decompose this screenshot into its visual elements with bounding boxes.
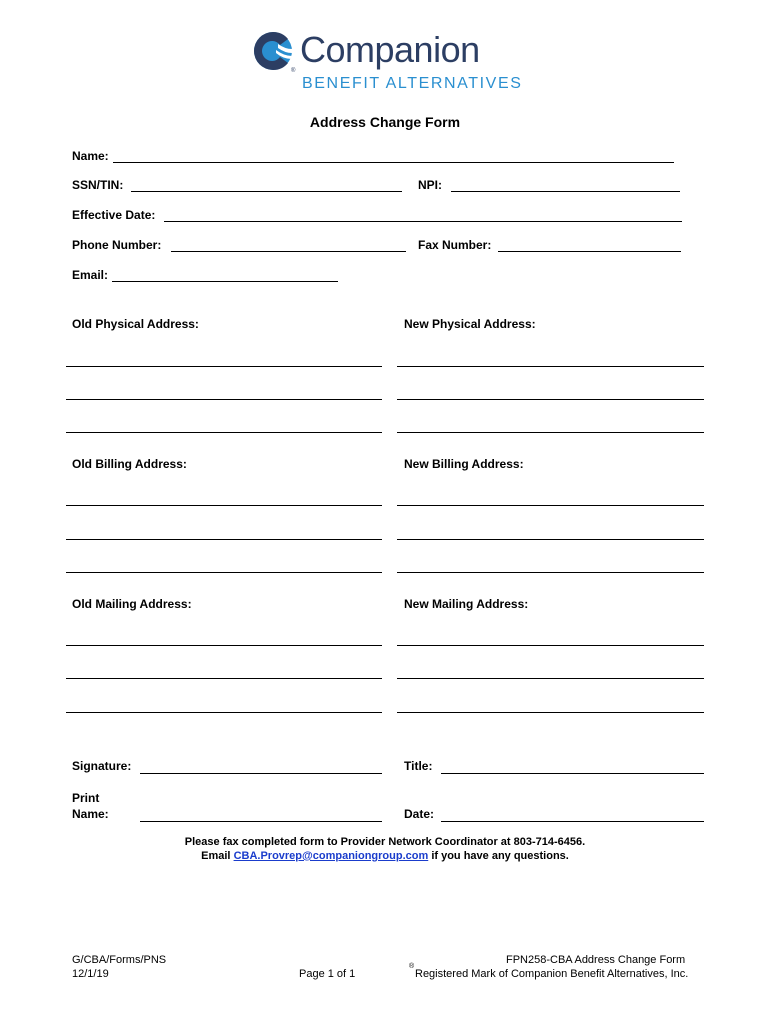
footer-form-id: FPN258-CBA Address Change Form	[506, 954, 686, 966]
phone-label: Phone Number:	[72, 238, 162, 252]
signature-label: Signature:	[72, 759, 132, 773]
footer-form-path: G/CBA/Forms/PNS	[72, 954, 167, 966]
signature-field-line[interactable]	[140, 773, 382, 774]
phone-field-line[interactable]	[171, 251, 406, 252]
date-field-line[interactable]	[441, 821, 704, 822]
old-mailing-address-label: Old Mailing Address:	[72, 597, 192, 611]
footer-registered-text: Registered Mark of Companion Benefit Alternatives, Inc.	[415, 968, 689, 980]
email-instructions	[0, 850, 770, 862]
title-field-line[interactable]	[441, 773, 704, 774]
email-label: Email:	[72, 268, 109, 282]
logo-registered-mark: ®	[291, 68, 296, 74]
effective-date-label: Effective Date:	[72, 208, 156, 222]
name-label: Name:	[72, 149, 109, 163]
fax-label: Fax Number:	[418, 238, 492, 252]
email-suffix: if you have any questions.	[431, 850, 569, 862]
date-label: Date:	[404, 807, 435, 821]
new-physical-line-1[interactable]	[397, 366, 704, 367]
logo-name: Companion	[300, 29, 480, 70]
new-mailing-address-label: New Mailing Address:	[404, 597, 529, 611]
email-link[interactable]: CBA.Provrep@companiongroup.com	[233, 850, 429, 862]
print-name-label: Name:	[72, 807, 109, 821]
old-physical-line-1[interactable]	[66, 366, 382, 367]
npi-label: NPI:	[418, 178, 442, 192]
name-field-line[interactable]	[113, 162, 674, 163]
fax-field-line[interactable]	[498, 251, 681, 252]
title-label: Title:	[404, 759, 433, 773]
new-mailing-line-1[interactable]	[397, 645, 704, 646]
old-mailing-line-2[interactable]	[66, 678, 382, 679]
logo-subtitle: BENEFIT ALTERNATIVES	[302, 75, 523, 92]
ssn-tin-field-line[interactable]	[131, 191, 402, 192]
new-billing-line-3[interactable]	[397, 572, 704, 573]
effective-date-field-line[interactable]	[164, 221, 682, 222]
new-physical-line-2[interactable]	[397, 399, 704, 400]
old-billing-line-1[interactable]	[66, 505, 382, 506]
old-physical-line-2[interactable]	[66, 399, 382, 400]
print-name-field-line[interactable]	[140, 821, 382, 822]
form-title: Address Change Form	[309, 114, 461, 130]
fax-instructions: Please fax completed form to Provider Network Coordinator at 803-714-6456.	[184, 836, 586, 848]
new-mailing-line-2[interactable]	[397, 678, 704, 679]
new-physical-line-3[interactable]	[397, 432, 704, 433]
new-billing-address-label: New Billing Address:	[404, 457, 524, 471]
old-mailing-line-1[interactable]	[66, 645, 382, 646]
new-mailing-line-3[interactable]	[397, 712, 704, 713]
ssn-tin-label: SSN/TIN:	[72, 178, 124, 192]
email-prefix: Email	[201, 850, 231, 862]
old-physical-address-label: Old Physical Address:	[72, 317, 199, 331]
new-billing-line-2[interactable]	[397, 539, 704, 540]
old-billing-line-2[interactable]	[66, 539, 382, 540]
companion-swoosh-icon	[252, 30, 294, 72]
old-mailing-line-3[interactable]	[66, 712, 382, 713]
print-label: Print	[72, 791, 100, 805]
email-field-line[interactable]	[112, 281, 338, 282]
npi-field-line[interactable]	[451, 191, 680, 192]
footer-date: 12/1/19	[72, 968, 109, 980]
old-billing-address-label: Old Billing Address:	[72, 457, 187, 471]
company-logo	[252, 30, 522, 96]
old-physical-line-3[interactable]	[66, 432, 382, 433]
new-billing-line-1[interactable]	[397, 505, 704, 506]
new-physical-address-label: New Physical Address:	[404, 317, 536, 331]
footer-page-number: Page 1 of 1	[299, 968, 356, 980]
footer-registered-mark: ®	[409, 963, 415, 970]
old-billing-line-3[interactable]	[66, 572, 382, 573]
